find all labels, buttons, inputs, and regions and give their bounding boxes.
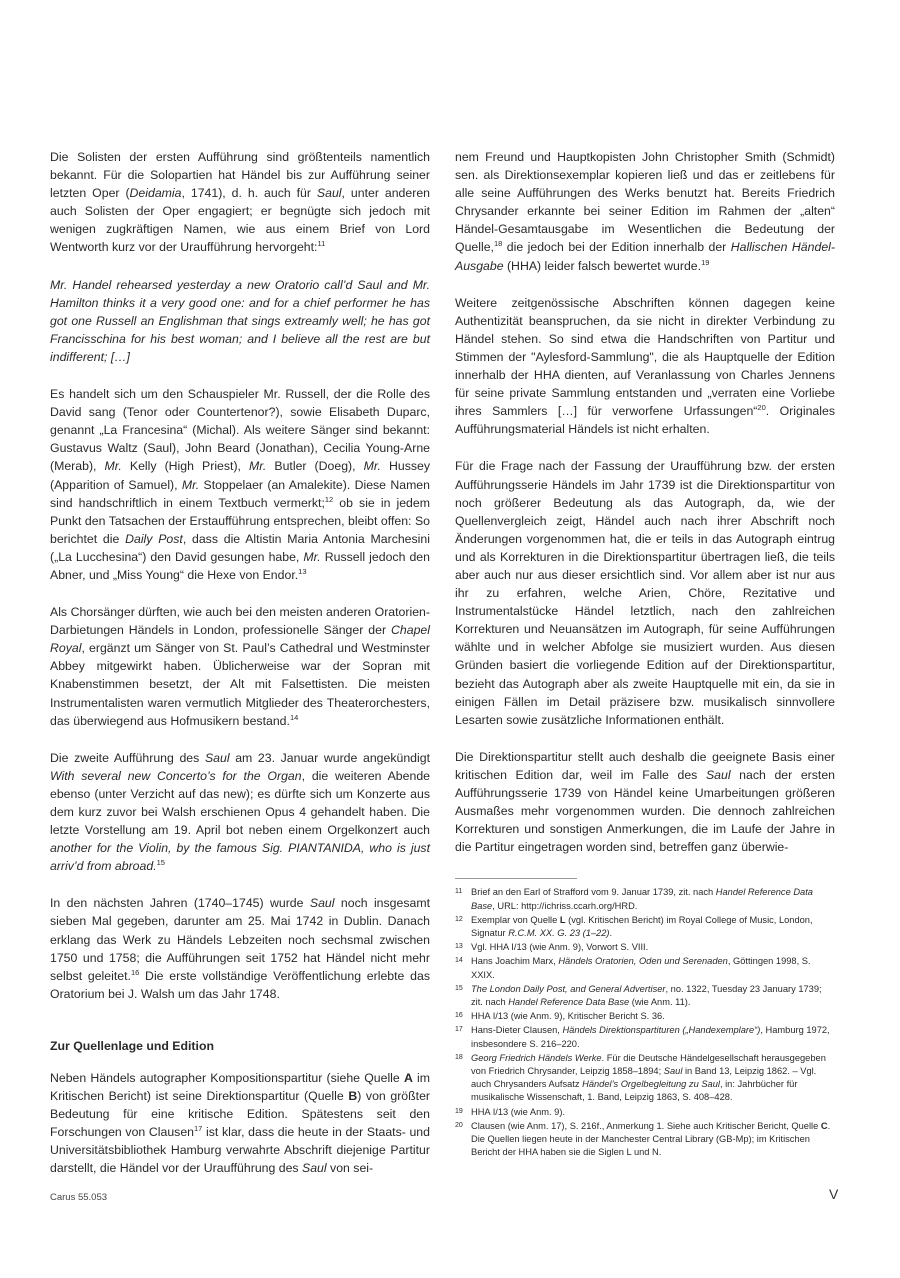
left-column: [50, 148, 430, 1197]
footnote: 16 HHA I/13 (wie Anm. 9), Kritischer Bericht S. 36.: [455, 1011, 665, 1022]
footnote-ref: 13: [298, 566, 307, 576]
paragraph-second-performance: Die zweite Aufführung des Saul am 23. Januar wurde angekündigt With several new Concerto’s for the Organ, die weiteren Abende ebenso (unter Verzicht auf das new); es dürfte sich um Konzerte aus dem kurz zuvor bei Walsh erschienen Opus 4 gehandelt haben. Die letzte Vorstellung am 19. April bot neben einem Orgelkonzert auch another for the Violin, by the famous Sig. PIANTANIDA, who is just arriv’d from abroad.$^{15}$: [50, 750, 431, 874]
section-heading: Zur Quellenlage und Edition: [50, 1038, 214, 1053]
publisher-footer: Carus 55.053: [50, 1192, 108, 1203]
footnote-ref: 19: [701, 257, 710, 267]
paragraph-other-copies: Weitere zeitgenössische Abschriften können dagegen keine Authentizität beanspruchen, da sie nicht in direkter Verbindung zu Händel stehen. So sind etwa die Handschriften von Partitur und Stimmen der "Aylesford-Sammlung", die als Hauptquelle der Edition innerhalb der HHA dienten, auf Veranlassung von Charles Jennens für seine private Sammlung entstanden und „verraten eine Vorliebe ihres Sammlers […] für verworfene Urfassungen“$^{20}$. Originales Aufführungsmaterial Händels ist nicht erhalten.: [455, 295, 835, 437]
footnote-ref: 14: [289, 712, 299, 722]
paragraph-premiere-version: Für die Frage nach der Fassung der Uraufführung bzw. der ersten Aufführungsserie Händels im Jahr 1739 ist die Direktionspartitur von noch größerer Bedeutung als das Autograph, da, wie der Quellenvergleich zeigt, Händel auch nach ihrer Abschrift noch Änderungen vorgenommen hat, die er teils in das Autograph eintrug und als Korrekturen in die Direktionspartitur übertragen ließ, die teils aber auch nur aus dieser ersichtlich sind. Vor allem aber ist nur aus ihr zu erfahren, welche Arien, Chöre, Rezitative und Instrumentalstücke Händel letztlich, nach den zahlreichen Korrekturen und Neuansätzen im Autograph, für seine Aufführungen wählte und in welcher Abfolge sie musiziert wurden. Aus diesen Gründen basiert die vorliegende Edition auf der Direktionspartitur, bezieht das Autograph aber als zweite Hauptquelle mit ein, da sie in einigen Fällen im Detail präzisere bzw. musikalisch sinnvollere Lesarten sowie zusätzliche Informationen enthält.: [455, 459, 835, 727]
paragraph-choir: Als Chorsänger dürften, wie auch bei den meisten anderen Oratorien-Darbietungen Händels in London, professionelle Sänger der Chapel Royal, ergänzt um Sänger von St. Paul’s Cathedral und Westminster Abbey mitgewirkt haben. Üblicherweise war der Sopran mit Knabenstimmen besetzt, der Alt mit Falsettisten. Die meisten Instrumentalisten waren vermutlich Mitglieder des Theaterorchesters, das überwiegend aus Hofmusikern bestand.$^{14}$: [50, 605, 430, 728]
footnote: 13 Vgl. HHA I/13 (wie Anm. 9), Vorwort S. VIII.: [455, 942, 649, 953]
footnote: 18 Georg Friedrich Händels Werke. Für die Deutsche Händelgesellschaft herausgegeben von Friedrich Chrysander, Leipzig 1858–1894; Saul in Band 13, Leipzig 1862. – Vgl. auch Chrysanders Aufsatz Händel’s Orgelbegleitung zu Saul, in: Jahrbücher für musikalische Wissenschaft, 1. Band, Leipzig 1863, S. 408–428.: [455, 1052, 826, 1103]
footnote: 17 Hans-Dieter Clausen, Händels Direktionspartituren („Handexemplare“), Hamburg 1972, insbesondere S. 216–220.: [455, 1025, 830, 1049]
paragraph-critical-edition: Die Direktionspartitur stellt auch deshalb die geeignete Basis einer kritischen Edition dar, weil im Falle des Saul nach der ersten Aufführungsserie 1739 von Händel keine Umarbeitungen größeren Ausmaßes mehr vorgenommen wurden. Die dennoch zahlreichen Korrekturen und sonstigen Anmerkungen, die im Laufe der Jahre in die Partitur eingetragen worden sind, betreffen ganz überwie-: [455, 749, 835, 855]
right-column: [455, 148, 835, 1160]
paragraph-smith: nem Freund und Hauptkopisten John Christopher Smith (Schmidt) sen. als Direktionsexemplar kopieren ließ und das er zeitlebens für alle seine Aufführungen des Werks benutzt hat. Bereits Friedrich Chrysander erkannte bei seiner Edition im Rahmen der „alten“ Händel-Gesamtausgabe im Wesentlichen die Bedeutung der Quelle,$^{18}$ die jedoch bei der Edition innerhalb der Hallischen Händel-Ausgabe (HHA) leider falsch bewertet wurde.$^{19}$: [455, 150, 835, 273]
paragraph-singers: Es handelt sich um den Schauspieler Mr. Russell, der die Rolle des David sang (Tenor oder Countertenor?), sowie Elisabeth Duparc, genannt „La Francesina“ (Michal). Als weitere Sänger sind bekannt: Gustavus Waltz (Saul), John Beard (Jonathan), Cecilia Young-Arne (Merab), Mr. Kelly (High Priest), Mr. Butler (Doeg), Mr. Hussey (Apparition of Samuel), Mr. Stoppelaer (an Amalekite). Diese Namen sind handschriftlich in einem Textbuch vermerkt;$^{12}$ ob sie in jedem Punkt den Tatsachen der Erstaufführung entsprechen, bleibt offen: So berichtet die Daily Post, dass die Altistin Maria Antonia Marchesini („La Lucchesina“) den David gesungen habe, Mr. Russell jedoch den Abner, und „Miss Young“ die Hexe von Endor.$^{13}$: [50, 387, 430, 582]
footnote: 12 Exemplar von Quelle L (vgl. Kritischen Bericht) im Royal College of Music, London, Signatur R.C.M. XX. G. 23 (1–22).: [455, 914, 813, 938]
wentworth-quote: Mr. Handel rehearsed yesterday a new Oratorio call’d Saul and Mr. Hamilton thinks it a very good one: and for a chief performer he has got one Russell an Englishman that sings extreamly well; he has got Francisschina for his best woman; and I believe all the rest are but indifferent; […]: [50, 277, 430, 364]
footnote-ref: 18: [493, 239, 503, 249]
footnote-ref: 15: [156, 858, 165, 868]
footnote-ref: 17: [194, 1124, 203, 1134]
footnote-ref: 16: [130, 967, 140, 977]
footnote-ref: 11: [317, 239, 326, 249]
paragraph-sources: Neben Händels autographer Kompositionspartitur (siehe Quelle A im Kritischen Bericht) ist seine Direktionspartitur (Quelle B) von größter Bedeutung für eine kritische Edition. Spätestens seit den Forschungen von Clausen$^{17}$ ist klar, dass die heute in der Staats- und Universitätsbibliothek Hamburg verwahrte Abschrift diejenige Partitur darstellt, die Händel vor der Uraufführung des Saul von sei-: [50, 1070, 431, 1176]
paragraph-soloists: Die Solisten der ersten Aufführung sind größtenteils namentlich bekannt. Für die Solopartien hat Händel bis zur Aufführung seiner letzten Oper (Deidamia, 1741), d. h. auch für Saul, unter anderen auch Solisten der Oper engagiert; er begnügte sich jedoch mit wenigen zugkräftigen Namen, wie aus einem Brief von Lord Wentworth kurz vor der Uraufführung hervorgeht:$^{11}$: [50, 150, 430, 255]
footnote: 20 Clausen (wie Anm. 17), S. 216f., Anmerkung 1. Siehe auch Kritischer Bericht, Quelle C. Die Quellen liegen heute in der Manchester Central Library (GB-Mp); im Kritischen Bericht der HHA haben sie die Siglen L und N.: [455, 1120, 831, 1158]
footnote-ref: 20: [757, 403, 766, 413]
page-number: V: [829, 1186, 839, 1202]
footnote-ref: 12: [324, 494, 334, 504]
footnote: 11 Brief an den Earl of Strafford vom 9. Januar 1739, zit. nach Handel Reference Data Base, URL: http://ichriss.ccarh.org/HRD.: [455, 887, 813, 911]
footnotes: [455, 878, 835, 1159]
footnote: 15 The London Daily Post, and General Advertiser, no. 1322, Tuesday 23 January 1739; zit. nach Handel Reference Data Base (wie Anm. 11).: [455, 983, 822, 1007]
paragraph-later-years: In den nächsten Jahren (1740–1745) wurde Saul noch insgesamt sieben Mal gegeben, darunter am 25. Mai 1742 in Dublin. Danach erklang das Werk zu Händels Lebzeiten noch sechsmal zwischen 1750 und 1758; die Aufführungen seit 1752 hat Händel nicht mehr selbst geleitet.$^{16}$ Die erste vollständige Veröffentlichung erlebte das Oratorium bei J. Walsh um das Jahr 1748.: [50, 896, 430, 1001]
footnote-divider: [455, 878, 577, 879]
footnote: 19 HHA I/13 (wie Anm. 9).: [455, 1106, 566, 1117]
footnote: 14 Hans Joachim Marx, Händels Oratorien, Oden und Serenaden, Göttingen 1998, S. XXIX.: [455, 956, 811, 980]
